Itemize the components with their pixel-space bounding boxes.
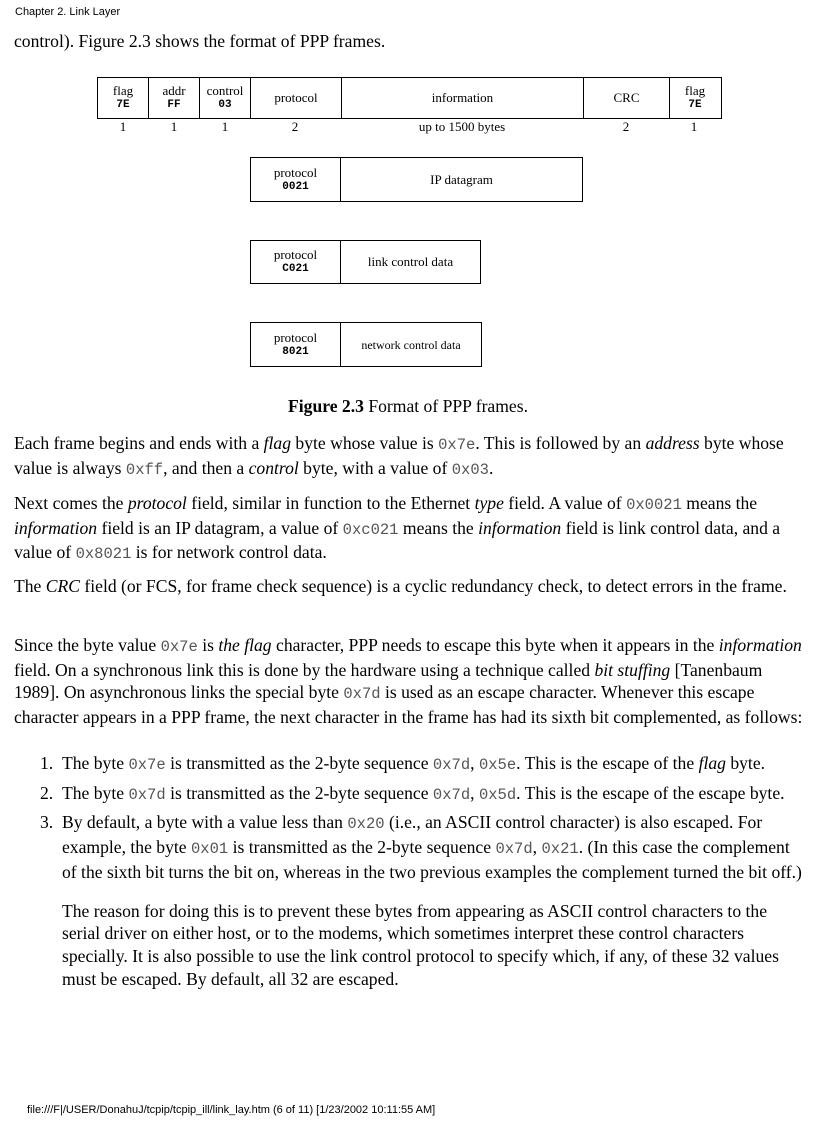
sub-protocol-cell bbox=[251, 323, 341, 366]
sub-protocol-label: protocol bbox=[273, 329, 318, 345]
list-item: 2. The byte 0x7d is transmitted as the 2-byte sequence 0x7d, 0x5d. This is the escape of the escape byte. bbox=[40, 782, 785, 804]
field-size: 1 bbox=[221, 119, 229, 134]
field-size: 1 bbox=[119, 119, 127, 134]
field-label: protocol bbox=[274, 90, 318, 105]
field-label: addr bbox=[162, 83, 186, 98]
field-label: CRC bbox=[613, 90, 640, 105]
field-flag-end bbox=[670, 78, 720, 118]
sub-data-cell bbox=[341, 241, 480, 283]
field-flag-start bbox=[98, 78, 149, 118]
field-crc bbox=[584, 78, 670, 118]
sub-frame-ncp bbox=[250, 322, 482, 367]
page-footer: file:///F|/USER/DonahuJ/tcpip/tcpip_ill/link_lay.htm (6 of 11) [1/23/2002 10:11:55 AM] bbox=[27, 1104, 436, 1116]
sub-protocol-value: C021 bbox=[282, 263, 309, 275]
figure-caption bbox=[0, 396, 816, 417]
field-value: 7E bbox=[688, 99, 702, 111]
sub-frame-lcp bbox=[250, 240, 481, 284]
sub-protocol-cell bbox=[251, 158, 341, 201]
field-size: up to 1500 bytes bbox=[418, 119, 506, 134]
field-protocol bbox=[251, 78, 342, 118]
paragraph-flag: Each frame begins and ends with a flag byte whose value is 0x7e. This is followed by an address byte whose value is always 0xff, and then a control byte, with a value of 0x03. bbox=[14, 433, 784, 479]
list-item: 3. By default, a byte with a value less than 0x20 (i.e., an ASCII control character) is also escaped. For example, the byte 0x01 is transmitted as the 2-byte sequence 0x7d, 0x21. (In this case the complement of the sixth bit turns the bit on, whereas in the two previous examples the complement turned the bit off.) bbox=[40, 812, 802, 882]
ppp-frame bbox=[97, 77, 722, 119]
sub-protocol-cell bbox=[251, 241, 341, 283]
sub-data-cell bbox=[341, 158, 582, 201]
field-size: 1 bbox=[690, 119, 698, 134]
list-item: 1. The byte 0x7e is transmitted as the 2-byte sequence 0x7d, 0x5e. This is the escape of the flag byte. bbox=[40, 753, 766, 774]
sub-data-label: network control data bbox=[361, 337, 461, 352]
sub-data-label: IP datagram bbox=[430, 171, 493, 187]
sub-protocol-value: 8021 bbox=[282, 345, 309, 358]
field-label: flag bbox=[684, 83, 706, 98]
sub-frame-ip bbox=[250, 157, 583, 202]
ppp-frame-figure bbox=[0, 0, 816, 380]
sub-protocol-value: 0021 bbox=[282, 180, 309, 193]
paragraph-protocol: Next comes the protocol field, similar in function to the Ethernet type field. A value of 0x0021 means the information field is an IP datagram, a value of 0xc021 means the information field is link control data, and a value of 0x8021 is for network control data. bbox=[14, 493, 781, 564]
field-label: information bbox=[431, 90, 494, 105]
field-value: 7E bbox=[116, 99, 130, 111]
field-size: 2 bbox=[622, 119, 630, 134]
field-size: 1 bbox=[170, 119, 178, 134]
intro-text: control). Figure 2.3 shows the format of PPP frames. bbox=[14, 31, 386, 51]
caption-text: Format of PPP frames. bbox=[363, 396, 528, 416]
field-value: 03 bbox=[218, 99, 232, 111]
paragraph-escape: Since the byte value 0x7e is the flag character, PPP needs to escape this byte when it appears in the information field. On a synchronous link this is done by the hardware using a technique called bit stuffing [Tanenbaum 1989]. On asynchronous links the special byte 0x7d is used as an escape character. Whenever this escape character appears in a PPP frame, the next character in the frame has had its sixth bit complemented, as follows: bbox=[14, 635, 803, 728]
sub-data-cell bbox=[341, 323, 481, 366]
field-addr bbox=[149, 78, 200, 118]
field-value: FF bbox=[167, 99, 181, 111]
escape-rules-list bbox=[34, 752, 806, 995]
field-information bbox=[342, 78, 584, 118]
list-note: The reason for doing this is to prevent these bytes from appearing as ASCII control characters to the serial driver on either host, or to the modems, which sometimes interpret these control characters specially. It is also possible to use the link control protocol to specify which, if any, of these 32 values must be escaped. By default, all 32 are escaped. bbox=[62, 900, 779, 989]
field-label: flag bbox=[112, 83, 134, 98]
field-control bbox=[200, 78, 251, 118]
sub-protocol-label: protocol bbox=[273, 247, 318, 262]
sub-data-label: link control data bbox=[367, 254, 454, 269]
caption-label: Figure 2.3 bbox=[288, 396, 364, 416]
paragraph-crc: The CRC field (or FCS, for frame check sequence) is a cyclic redundancy check, to detect errors in the frame. bbox=[14, 576, 787, 596]
page-header: Chapter 2. Link Layer bbox=[15, 6, 121, 18]
sub-protocol-label: protocol bbox=[273, 164, 318, 180]
field-label: control bbox=[206, 83, 244, 98]
field-size: 2 bbox=[291, 119, 299, 134]
